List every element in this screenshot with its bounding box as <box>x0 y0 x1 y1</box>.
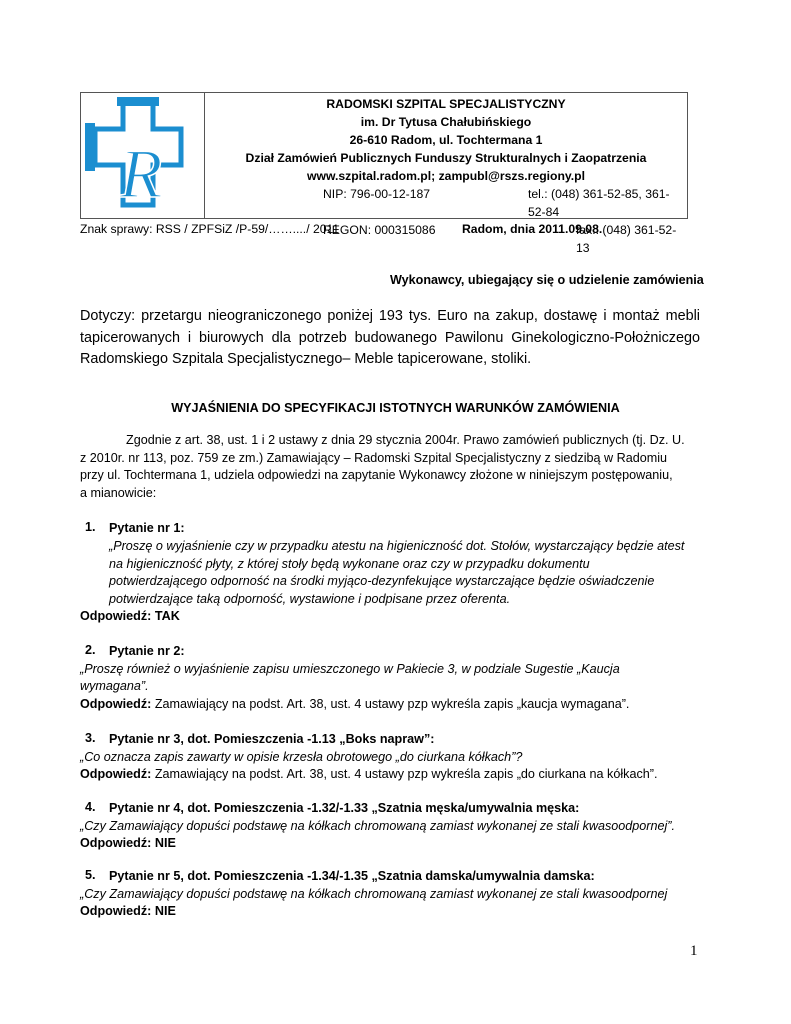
q4-answer-text: NIE <box>151 836 176 850</box>
q2-title: Pytanie nr 2: <box>109 644 185 658</box>
subject-block <box>80 306 700 371</box>
q3-number: 3. <box>85 731 96 745</box>
subject-line-2: tapicerowanych i biurowych dla potrzeb budowanego Pawilonu Ginekologiczno-Położniczego <box>80 329 700 346</box>
q5-answer <box>80 903 176 921</box>
q3-answer-text: Zamawiający na podst. Art. 38, ust. 4 ustawy pzp wykreśla zapis „do ciurkana na kółkach”. <box>151 767 658 781</box>
page-number: 1 <box>690 943 698 959</box>
svg-text:R: R <box>119 136 163 213</box>
phone: tel.: (048) 361-52-85, 361-52-84 <box>528 187 670 219</box>
q4-title: Pytanie nr 4, dot. Pomieszczenia -1.32/-1.33 „Szatnia męska/umywalnia męska: <box>109 801 580 815</box>
hospital-name: RADOMSKI SZPITAL SPECJALISTYCZNY <box>326 97 566 111</box>
fax: fax.: (048) 361-52-13 <box>576 223 677 255</box>
q2-answer <box>80 696 629 714</box>
q2-line-1: „Proszę również o wyjaśnienie zapisu umieszczonego w Pakiecie 3, w podziale Sugestie „Kaucja <box>80 661 620 676</box>
nip: NIP: 796-00-12-187 <box>323 187 431 201</box>
web-email: www.szpital.radom.pl; zampubl@rszs.regiony.pl <box>306 169 585 183</box>
q5-answer-label: Odpowiedź: <box>80 904 152 918</box>
hospital-patron: im. Dr Tytusa Chałubińskiego <box>360 115 532 129</box>
intro-line-1: Zgodnie z art. 38, ust. 1 i 2 ustawy z dnia 29 stycznia 2004r. Prawo zamówień publicznych (tj. Dz. U. <box>126 433 685 447</box>
q4-answer-label: Odpowiedź: <box>80 836 152 850</box>
q5-answer-text: NIE <box>151 904 176 918</box>
q4-line-1: „Czy Zamawiający dopuści podstawę na kółkach chromowaną zamiast wykonanej ze stali kwasoodpornej”. <box>80 818 675 833</box>
case-reference: Znak sprawy: RSS / ZPFSiZ /P-59/……..../ 2011 <box>80 222 340 236</box>
intro-line-2: z 2010r. nr 113, poz. 759 ze zm.) Zamawiający – Radomski Szpital Specjalistyczny z siedzibą w Radomiu <box>80 450 668 465</box>
intro-line-4: a mianowicie: <box>80 485 157 500</box>
q5-line-1: „Czy Zamawiający dopuści podstawę na kółkach chromowaną zamiast wykonanej ze stali kwasoodpornej <box>80 886 668 901</box>
cross-r-logo-icon <box>81 93 205 218</box>
q1-number: 1. <box>85 520 96 534</box>
q2-number: 2. <box>85 643 96 657</box>
q1-line-2: na higieniczność płyty, z której stoły będą wykonane oraz czy w przypadku dokumentu <box>109 556 590 571</box>
hospital-logo <box>81 93 205 218</box>
department-name: Dział Zamówień Publicznych Funduszy Strukturalnych i Zaopatrzenia <box>245 151 647 165</box>
q1-answer-label: Odpowiedź: <box>80 609 152 623</box>
q1-line-1: „Proszę o wyjaśnienie czy w przypadku atestu na higieniczność dot. Stołów, wystarczający będzie atest <box>109 539 685 553</box>
q4-answer <box>80 835 176 853</box>
q1-line-4: potwierdzające taką odporność, wystawione i podpisane przez oferenta. <box>109 591 511 606</box>
q3-line-1: „Co oznacza zapis zawarty w opisie krzesła obrotowego „do ciurkana kółkach”? <box>80 749 523 764</box>
q5-title: Pytanie nr 5, dot. Pomieszczenia -1.34/-1.35 „Szatnia damska/umywalnia damska: <box>109 869 595 883</box>
addressee: Wykonawcy, ubiegający się o udzielenie zamówienia <box>390 273 704 287</box>
document-date: Radom, dnia 2011.09.08. <box>462 222 603 236</box>
q3-answer-label: Odpowiedź: <box>80 767 152 781</box>
regon: REGON: 000315086 <box>323 223 436 237</box>
q5-number: 5. <box>85 868 96 882</box>
q2-answer-label: Odpowiedź: <box>80 696 152 711</box>
q3-title: Pytanie nr 3, dot. Pomieszczenia -1.13 „Boks napraw”: <box>109 732 435 746</box>
subject-line-1: Dotyczy: przetargu nieograniczonego poniżej 193 tys. Euro na zakup, dostawę i montaż mebli <box>80 308 700 324</box>
q1-title: Pytanie nr 1: <box>109 521 185 535</box>
intro-line-3: przy ul. Tochtermana 1, udziela odpowiedzi na zapytanie Wykonawcy złożone w niniejszym postępowaniu, <box>80 468 673 482</box>
q2-line-2: wymagana”. <box>80 679 149 693</box>
document-title: WYJAŚNIENIA DO SPECYFIKACJI ISTOTNYCH WARUNKÓW ZAMÓWIENIA <box>171 401 620 415</box>
q1-line-3: potwierdzającego odporność na środki myjąco-dezynfekujące wystarczające będzie oświadczenie <box>109 574 655 588</box>
subject-line-3: Radomskiego Szpitala Specjalistycznego– Meble tapicerowane, stoliki. <box>80 351 532 367</box>
q4-number: 4. <box>85 800 96 814</box>
q1-answer <box>80 608 180 626</box>
q3-answer <box>80 766 657 784</box>
hospital-address: 26-610 Radom, ul. Tochtermana 1 <box>349 133 543 147</box>
q1-answer-text: TAK <box>151 609 180 623</box>
q2-answer-text: Zamawiający na podst. Art. 38, ust. 4 ustawy pzp wykreśla zapis „kaucja wymagana”. <box>151 696 630 711</box>
